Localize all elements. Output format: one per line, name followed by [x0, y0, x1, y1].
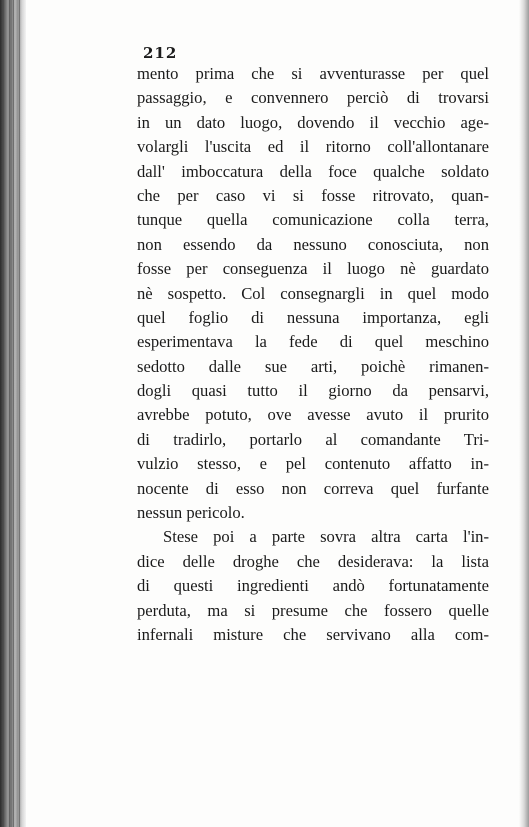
text-line: mento prima che si avventurasse per quel [137, 64, 489, 83]
text-line: volargli l'uscita ed il ritorno coll'allontanare [137, 137, 489, 157]
gutter-line [9, 0, 10, 827]
page-number: 212 [143, 44, 178, 62]
text-line: tunque quella comunicazione colla terra, [137, 210, 489, 230]
text-line: di questi ingredienti andò fortunatamente [137, 576, 489, 596]
text-line: dice delle droghe che desiderava: la lista [137, 551, 489, 571]
text-line: quel foglio di nessuna importanza, egli [137, 307, 489, 327]
text-line: nè sospetto. Col consegnargli in quel modo [137, 283, 489, 303]
body-text [137, 62, 489, 647]
text-line: perduta, ma si presume che fossero quelle [137, 600, 489, 620]
text-line: sedotto dalle sue arti, poichè rimanen- [137, 356, 489, 376]
gutter-line [19, 0, 20, 827]
text-line: Stese poi a parte sovra altra carta l'in- [163, 527, 489, 547]
text-line: avrebbe potuto, ove avesse avuto il prurito [137, 405, 489, 425]
gutter-line [3, 0, 4, 827]
text-line: nocente di esso non correva quel furfante [137, 478, 489, 498]
page-edge-shadow [519, 0, 529, 827]
text-line: che per caso vi si fosse ritrovato, quan- [137, 185, 489, 205]
text-line: di tradirlo, portarlo al comandante Tri- [137, 429, 489, 449]
text-line: dogli quasi tutto il giorno da pensarvi, [137, 381, 489, 401]
text-line: non essendo da nessuno conosciuta, non [137, 234, 489, 254]
gutter-line [13, 0, 14, 827]
text-line: dall' imboccatura della foce qualche soldato [137, 161, 489, 181]
text-line: fosse per conseguenza il luogo nè guardato [137, 259, 489, 279]
text-line: infernali misture che servivano alla com- [137, 624, 489, 644]
text-line: in un dato luogo, dovendo il vecchio age- [137, 112, 489, 132]
text-line: vulzio stesso, e pel contenuto affatto in- [137, 454, 489, 474]
text-line: passaggio, e convennero perciò di trovarsi [137, 88, 489, 108]
text-line: nessun pericolo. [137, 503, 245, 523]
text-line: esperimentava la fede di quel meschino [137, 332, 489, 352]
